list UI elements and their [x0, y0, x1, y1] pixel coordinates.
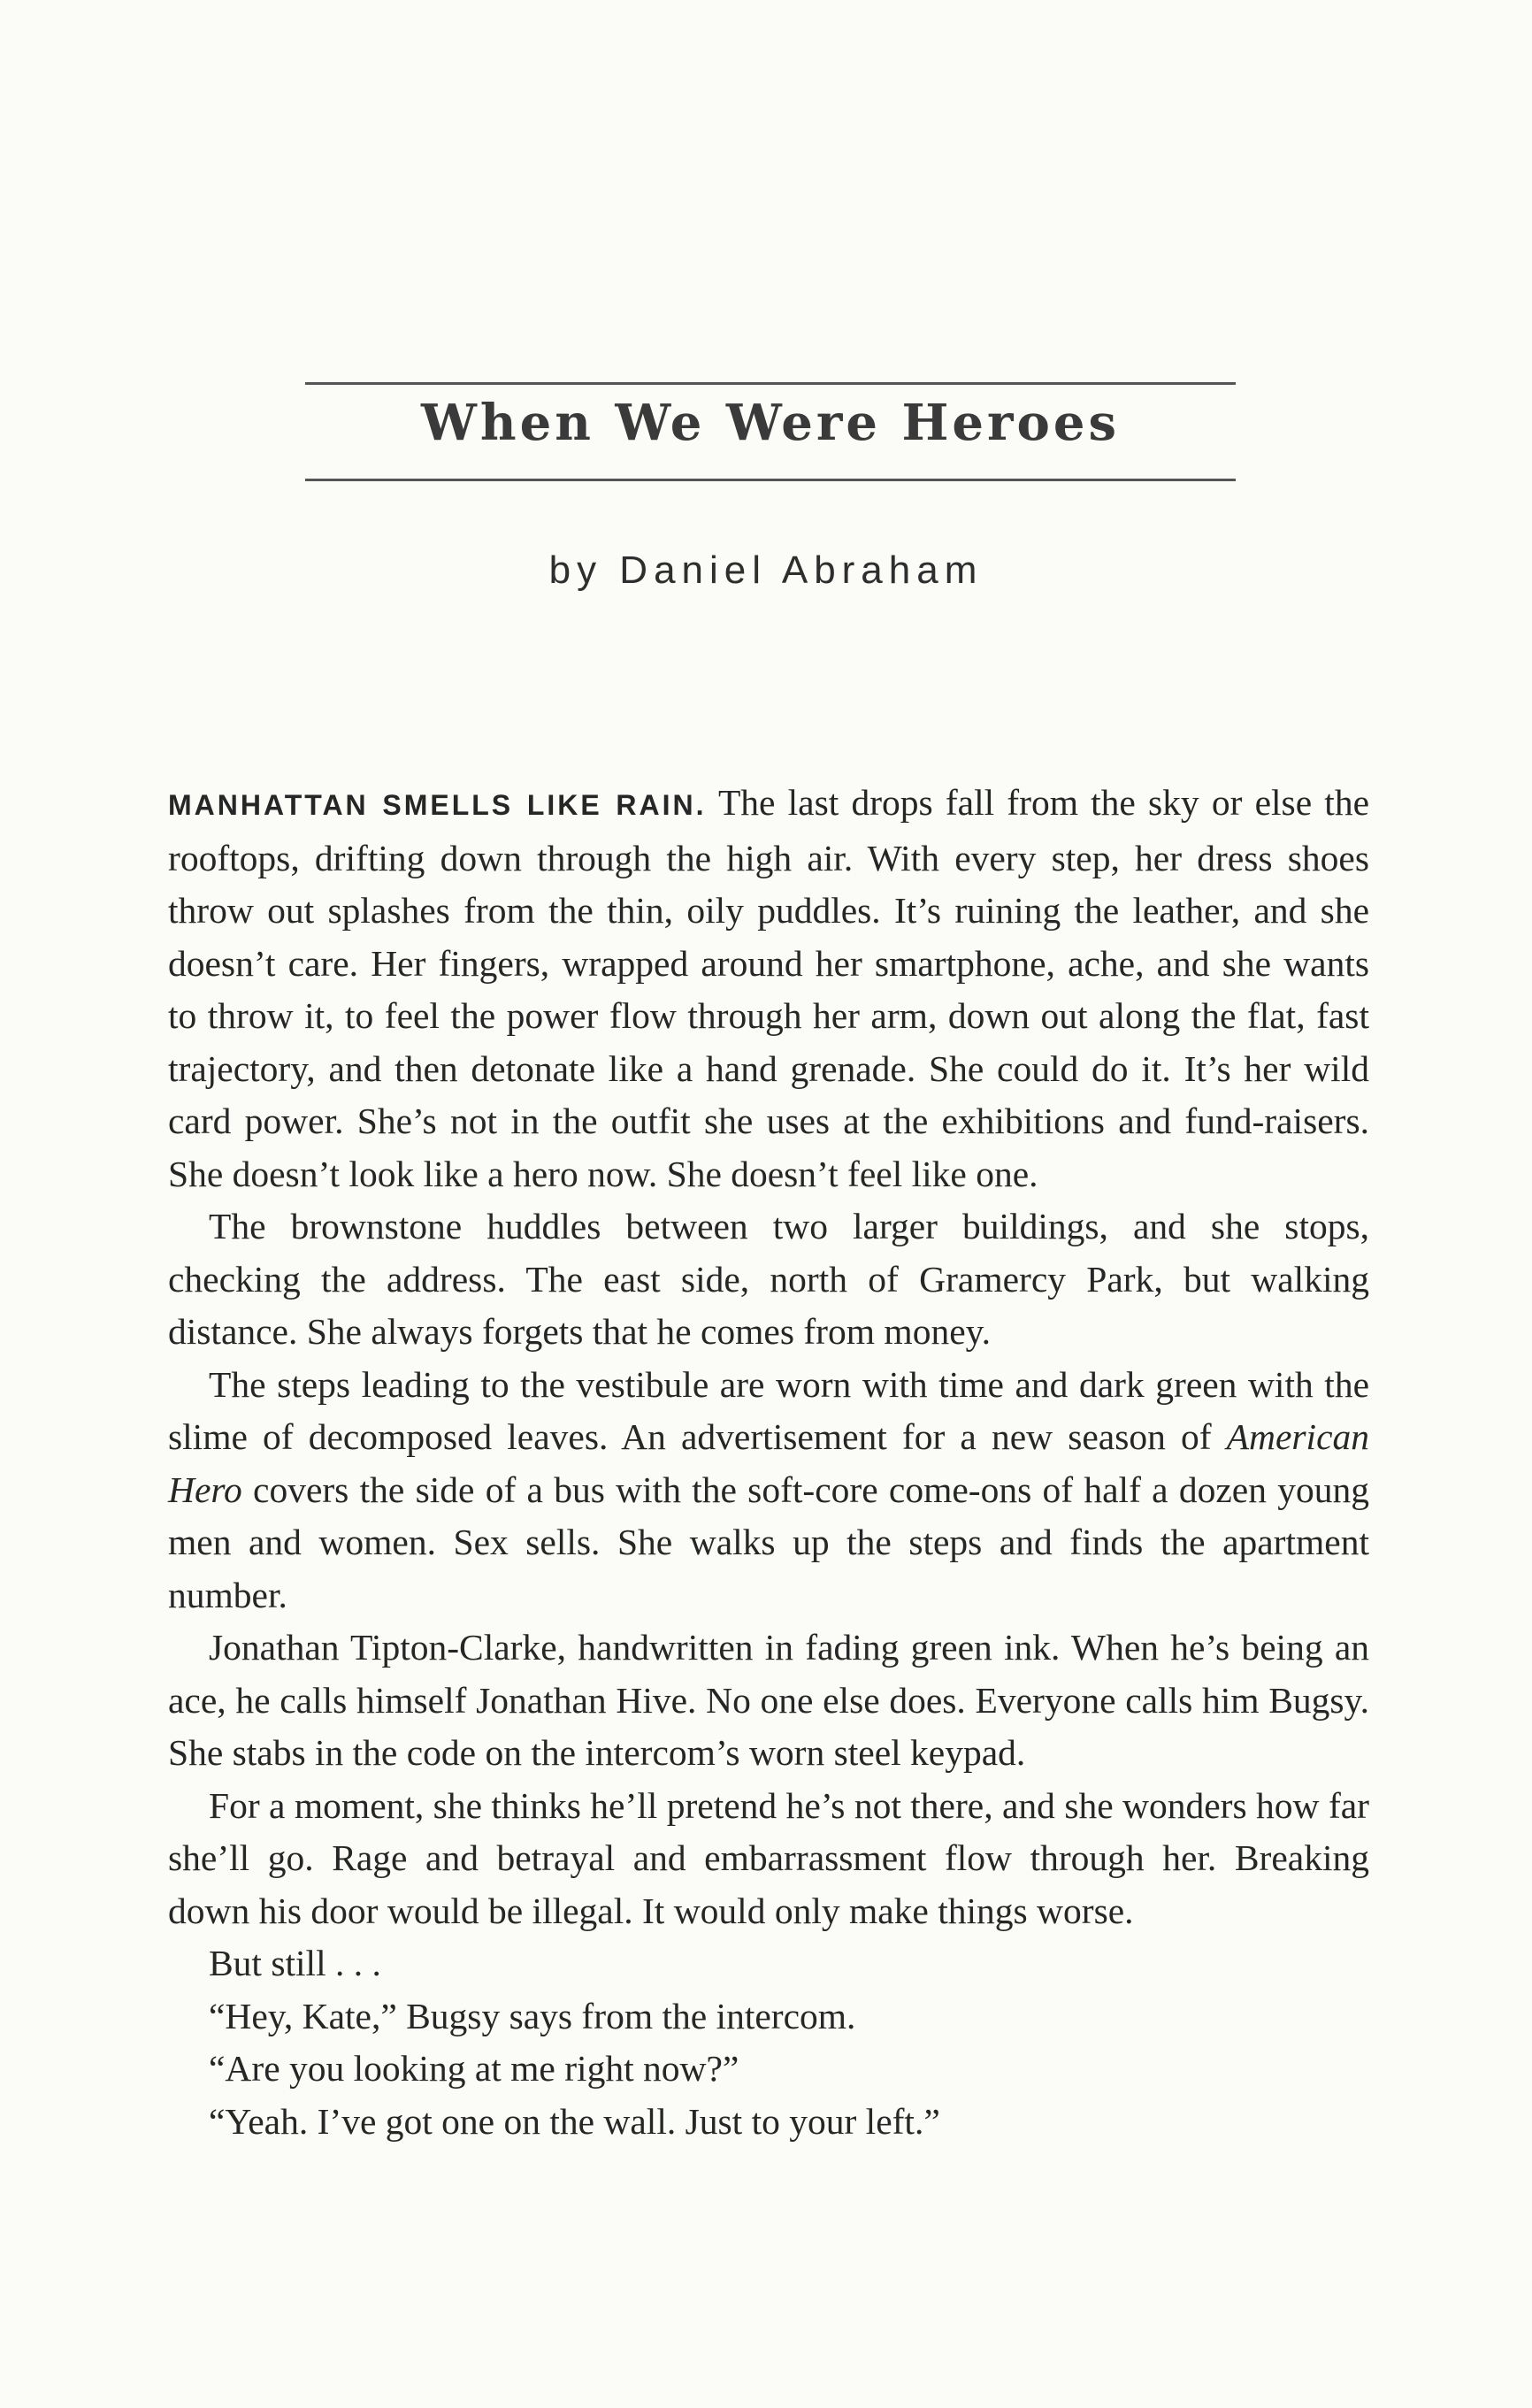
italic-title-text: American Hero [168, 1416, 1369, 1510]
paragraph-text: The last drops fall from the sky or else the rooftops, drifting down through the high air. With every step, her dress shoes throw out splashes from the thin, oily puddles. It’s ruining the leather, and she doesn’t care. Her fingers, wrapped around her smartphone, ache, and she wants to throw it, to feel the power flow through her arm, down out along the flat, fast trajectory, and then detonate like a hand grenade. She could do it. It’s her wild card power. She’s not in the outfit she uses at the exhibitions and fund-raisers. She doesn’t look like a hero now. She doesn’t feel like one. [168, 782, 1369, 1194]
paragraph: “Are you looking at me right now?” [209, 2048, 739, 2089]
paragraph-text: covers the side of a bus with the soft-core come-ons of half a dozen young men and women. Sex sells. She walks up the steps and finds the apartment number. [168, 1469, 1369, 1615]
paragraph-text: The steps leading to the vestibule are worn with time and dark green with the slime of decomposed leaves. An advertisement for a new season of [168, 1363, 1369, 1457]
paragraph: “Hey, Kate,” Bugsy says from the intercom. [209, 1995, 856, 2036]
paragraph: Jonathan Tipton-Clarke, handwritten in fading green ink. When he’s being an ace, he calls himself Jonathan Hive. No one else does. Everyone calls him Bugsy. She stabs in the code on the intercom’s worn steel keypad. [168, 1627, 1369, 1773]
paragraph [168, 1359, 1369, 1622]
title-rule-block [305, 382, 1236, 481]
story-title: When We Were Heroes [420, 394, 1121, 452]
paragraph: But still . . . [209, 1943, 381, 1983]
paragraph [168, 777, 1369, 1200]
paragraph: The brownstone huddles between two larger buildings, and she stops, checking the address. The east side, north of Gramercy Park, but walking distance. She always forgets that he comes from money. [168, 1206, 1369, 1352]
author-byline: by Daniel Abraham [548, 548, 984, 592]
story-body [168, 777, 1369, 2148]
lead-in-text: MANHATTAN SMELLS LIKE RAIN. [168, 789, 707, 821]
paragraph: For a moment, she thinks he’ll pretend he’s not there, and she wonders how far she’ll go. Rage and betrayal and embarrassment flow through her. Breaking down his door would be illegal. It would only make things worse. [168, 1784, 1369, 1931]
paragraph: “Yeah. I’ve got one on the wall. Just to your left.” [209, 2100, 940, 2142]
